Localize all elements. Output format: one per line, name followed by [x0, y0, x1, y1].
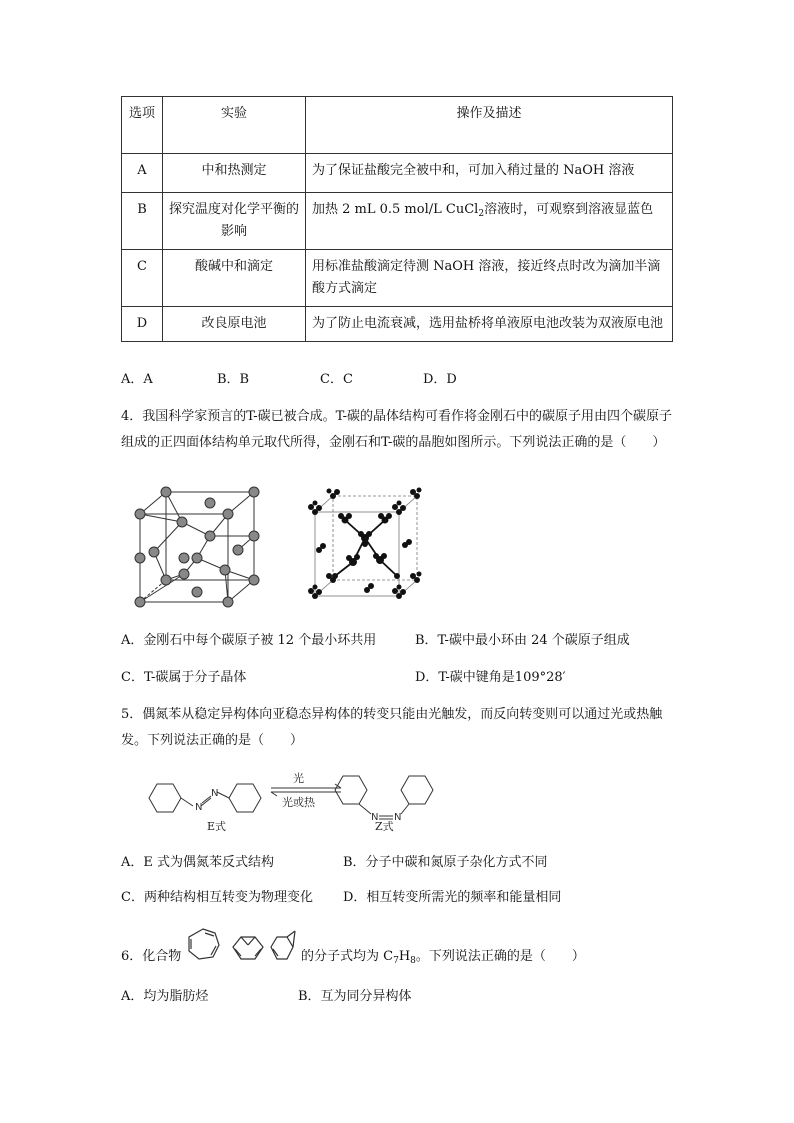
q5-option-b: B．分子中碳和氮原子杂化方式不同 [343, 855, 548, 870]
row-experiment: 中和热测定 [163, 154, 306, 193]
q3-option-a: A．A [121, 372, 153, 387]
header-experiment: 实验 [163, 97, 306, 154]
q3-option-d: D．D [423, 372, 457, 387]
q6-option-b: B．互为同分异构体 [298, 989, 412, 1004]
row-option: C [122, 250, 163, 307]
row-description: 用标准盐酸滴定待测 NaOH 溶液，接近终点时改为滴加半滴酸方式滴定 [306, 250, 673, 307]
row-description: 为了防止电流衰减，选用盐桥将单液原电池改装为双液原电池 [306, 307, 673, 342]
svg-text:N: N [394, 812, 402, 823]
svg-text:N: N [371, 812, 379, 823]
row-option: D [122, 307, 163, 342]
table-row [122, 154, 673, 193]
arrow-bottom-label: 光或热 [282, 796, 315, 809]
svg-text:N: N [195, 802, 203, 813]
q4-stem: 4．我国科学家预言的T-碳已被合成。T-碳的晶体结构可看作将金刚石中的碳原子用由四个碳原子组成的正四面体结构单元取代所得，金刚石和T-碳的晶胞如图所示。下列说法正确的是（ ） [121, 409, 673, 450]
q4-option-b: B．T-碳中最小环由 24 个碳原子组成 [415, 633, 630, 648]
q6-compound-structures [185, 925, 297, 973]
header-description: 操作及描述 [306, 97, 673, 154]
q5-option-c: C．两种结构相互转变为物理变化 [121, 890, 313, 905]
q4-option-c: C．T-碳属于分子晶体 [121, 670, 247, 685]
row-experiment: 探究温度对化学平衡的影响 [163, 193, 306, 250]
header-option: 选项 [122, 97, 163, 154]
row-experiment: 改良原电池 [163, 307, 306, 342]
q6-option-a: A．均为脂肪烃 [121, 989, 209, 1004]
svg-text:N: N [211, 788, 219, 799]
row-option: B [122, 193, 163, 250]
q4-option-a: A．金刚石中每个碳原子被 12 个最小环共用 [121, 633, 377, 648]
row-experiment: 酸碱中和滴定 [163, 250, 306, 307]
options-table [121, 96, 673, 342]
q6-prefix: 6．化合物 [121, 949, 182, 964]
q3-option-c: C．C [320, 372, 353, 387]
table-row [122, 250, 673, 307]
row-description: 加热 2 mL 0.5 mol/L CuCl$_2$溶液时，可观察到溶液显蓝色 [306, 193, 673, 250]
row-option: A [122, 154, 163, 193]
t-carbon-tetrahedra [308, 488, 422, 600]
q3-option-b: B．B [217, 372, 250, 387]
q5-stem: 5．偶氮苯从稳定异构体向亚稳态异构体的转变只能由光触发，而反向转变则可以通过光或热触发。下列说法正确的是（ ） [121, 707, 663, 748]
t-carbon-cell-figure [305, 490, 420, 605]
z-form-label: Z式 [375, 820, 394, 833]
e-form-label: E式 [207, 820, 227, 833]
table-row [122, 307, 673, 342]
azobenzene-isomerization-figure [145, 768, 445, 838]
q5-option-a: A．E 式为偶氮苯反式结构 [121, 855, 275, 870]
table-row [122, 193, 673, 250]
table-header-row [122, 97, 673, 154]
q4-option-d: D．T-碳中键角是109°28′ [415, 670, 566, 685]
arrow-top-label: 光 [293, 772, 304, 785]
q6-suffix: 的分子式均为 $C_7H_8$。下列说法正确的是（ ） [301, 949, 585, 966]
diamond-cell-figure [130, 492, 260, 617]
q5-option-d: D．相互转变所需光的频率和能量相同 [343, 890, 562, 905]
row-description: 为了保证盐酸完全被中和，可加入稍过量的 NaOH 溶液 [306, 154, 673, 193]
